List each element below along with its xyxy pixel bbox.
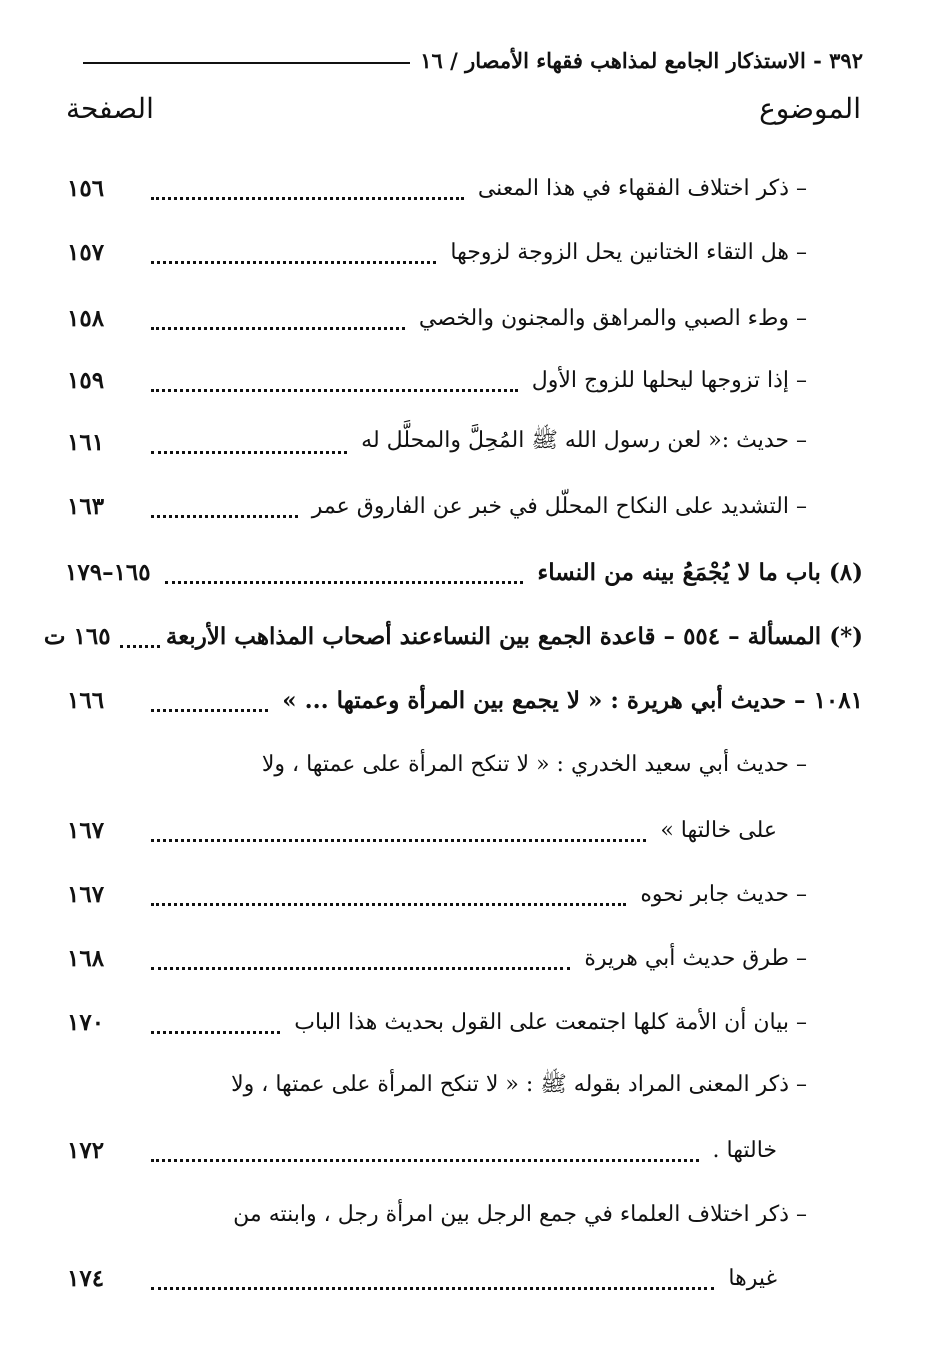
- topic-column-heading: الموضوع: [759, 92, 861, 125]
- entry-page: ١٦٥ ت: [43, 622, 111, 650]
- entry-text: – ذكر المعنى المراد بقوله ﷺ : « لا تنكح المرأة على عمتها ، ولا: [231, 1072, 807, 1097]
- entry-text: – وطء الصبي والمراهق والمجنون والخصي: [418, 305, 807, 331]
- running-header: [83, 42, 863, 78]
- entry-text: – هل التقاء الختانين يحل الزوجة لزوجها: [450, 239, 807, 265]
- entry-page: ١٦٧: [67, 880, 105, 908]
- entry-text: – حديث أبي سعيد الخدري : « لا تنكح المرأة على عمتها ، ولا: [261, 751, 807, 777]
- entry-text: (*) المسألة – ٥٥٤ – قاعدة الجمع بين النساءعند أصحاب المذاهب الأربعة: [165, 622, 863, 650]
- toc-entry-continuation: [67, 808, 777, 852]
- leader-dots: [151, 1139, 699, 1162]
- entry-page: ١٦٥–١٧٩: [65, 558, 151, 586]
- leader-dots: [151, 689, 268, 712]
- entry-page: ١٥٨: [67, 304, 105, 332]
- entry-page: ١٧٠: [67, 1008, 105, 1036]
- entry-page: ١٧٤: [67, 1264, 105, 1292]
- leader-dots: [151, 369, 518, 392]
- leader-dots: [151, 819, 646, 842]
- toc-entry: [67, 166, 807, 210]
- toc-entry: [67, 872, 807, 916]
- entry-text-continued: على خالتها »: [660, 817, 777, 843]
- leader-dots: [151, 1267, 714, 1290]
- toc-entry: [67, 936, 807, 980]
- entry-text-continued: غيرها: [728, 1265, 777, 1291]
- leader-dots: [151, 307, 405, 330]
- leader-dots: [151, 495, 298, 518]
- entry-text: – بيان أن الأمة كلها اجتمعت على القول بحديث هذا الباب: [294, 1009, 807, 1035]
- entry-page: ١٦٨: [67, 944, 105, 972]
- entry-text: – إذا تزوجها ليحلها للزوج الأول: [531, 367, 807, 393]
- header-rule: [83, 62, 410, 64]
- toc-entry: [67, 230, 807, 274]
- toc-entry: [67, 420, 807, 464]
- entry-page: ١٥٩: [67, 366, 105, 394]
- entry-page: ١٥٦: [67, 174, 105, 202]
- entry-page: ١٦٣: [67, 492, 105, 520]
- toc-question-entry: [43, 614, 863, 658]
- entry-text-continued: خالتها .: [712, 1137, 777, 1163]
- entry-page: ١٥٧: [67, 238, 105, 266]
- leader-dots: [151, 431, 347, 454]
- toc-hadith-entry: [67, 678, 863, 722]
- toc-entry: [67, 484, 807, 528]
- leader-dots: [151, 883, 626, 906]
- entry-text: – حديث :« لعن رسول الله ﷺ المُحِلَّ والمحلَّل له: [361, 428, 807, 453]
- leader-dots: [151, 947, 570, 970]
- toc-entry: [67, 1000, 807, 1044]
- entry-text: (٨) باب ما لا يُجْمَعُ بينه من النساء: [537, 558, 863, 586]
- page-column-heading: الصفحة: [66, 92, 154, 125]
- toc-entry: [67, 358, 807, 402]
- toc-chapter-entry: [65, 550, 863, 594]
- entry-page: ١٧٢: [67, 1136, 105, 1164]
- entry-text: – ذكر اختلاف الفقهاء في هذا المعنى: [477, 175, 807, 201]
- entry-text: ١٠٨١ – حديث أبي هريرة : « لا يجمع بين المرأة وعمتها ... »: [282, 686, 863, 714]
- running-title: ٣٩٢ - الاستذكار الجامع لمذاهب فقهاء الأمصار / ١٦: [420, 47, 863, 73]
- toc-entry-continuation: [67, 1128, 777, 1172]
- entry-text: – التشديد على النكاح المحلّل في خبر عن الفاروق عمر: [311, 493, 807, 519]
- leader-dots: [151, 177, 464, 200]
- entry-text: – حديث جابر نحوه: [640, 881, 807, 907]
- entry-text: – طرق حديث أبي هريرة: [584, 945, 807, 971]
- toc-entry-continuation: [67, 1256, 777, 1300]
- leader-dots: [151, 241, 436, 264]
- entry-text: – ذكر اختلاف العلماء في جمع الرجل بين امرأة رجل ، وابنته من: [233, 1201, 807, 1227]
- toc-entry: [67, 296, 807, 340]
- leader-dots: [165, 561, 524, 584]
- leader-dots: [151, 1011, 280, 1034]
- entry-page: ١٦١: [67, 428, 105, 456]
- entry-page: ١٦٧: [67, 816, 105, 844]
- leader-dots: [120, 625, 160, 648]
- entry-page: ١٦٦: [67, 686, 105, 714]
